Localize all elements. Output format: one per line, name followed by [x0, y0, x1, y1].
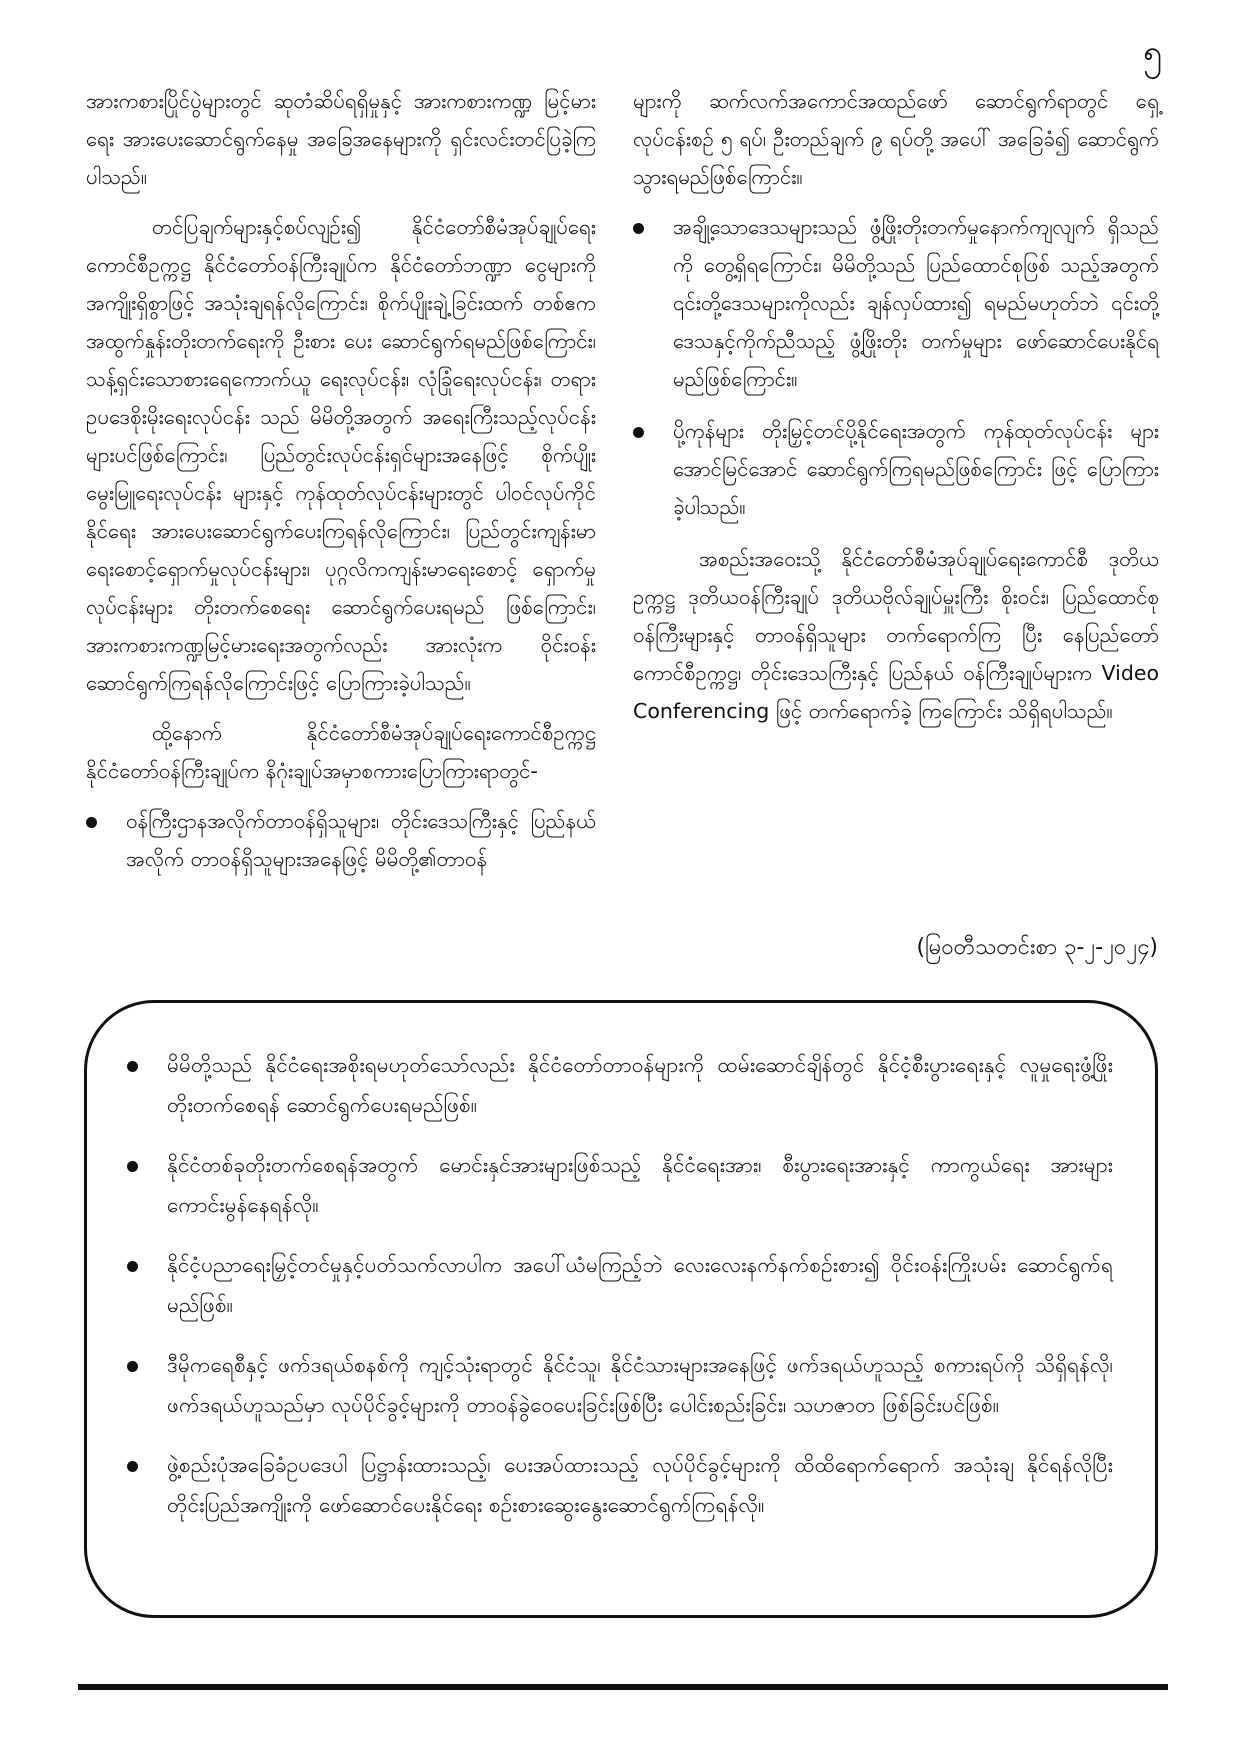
bullet-icon	[127, 1061, 138, 1072]
left-paragraph-2: တင်ပြချက်များနှင့်စပ်လျဉ်း၍ နိုင်ငံတော်စီမံအုပ်ချုပ်ရေး ကောင်စီဥက္ကဋ္ဌ နိုင်ငံတော်ဝန်ကြီးချုပ်က နိုင်ငံတော်ဘဏ္ဍာ ငွေများကို အကျိုးရှိစွာဖြင့် အသုံးချရန်လိုကြောင်း၊ စိုက်ပျိုးချဲ့ခြင်းထက် တစ်ဧကအထွက်နှုန်းတိုးတက်ရေးကို ဦးစား ပေး ဆောင်ရွက်ရမည်ဖြစ်ကြောင်း၊ သန့်ရှင်းသောစားရေကောက်ယူ ရေးလုပ်ငန်း၊ လုံခြုံရေးလုပ်ငန်း၊ တရားဥပဒေစိုးမိုးရေးလုပ်ငန်း သည် မိမိတို့အတွက် အရေးကြီးသည့်လုပ်ငန်းများပင်ဖြစ်ကြောင်း၊ ပြည်တွင်းလုပ်ငန်းရှင်များအနေဖြင့် စိုက်ပျိုးမွေးမြူရေးလုပ်ငန်း များနှင့် ကုန်ထုတ်လုပ်ငန်းများတွင် ပါဝင်လုပ်ကိုင်နိုင်ရေး အားပေးဆောင်ရွက်ပေးကြရန်လိုကြောင်း၊ ပြည်တွင်းကျန်းမာ ရေးစောင့်ရှောက်မှုလုပ်ငန်းများ၊ ပုဂ္ဂလိကကျန်းမာရေးစောင့် ရှောက်မှုလုပ်ငန်းများ တိုးတက်စေရေး ဆောင်ရွက်ပေးရမည် ဖြစ်ကြောင်း၊ အားကစားကဏ္ဍမြင့်မားရေးအတွက်လည်း အားလုံးက ဝိုင်းဝန်းဆောင်ရွက်ကြရန်လိုကြောင်းဖြင့် ပြောကြားခဲ့ပါသည်။	[86, 215, 596, 695]
bullet-icon	[633, 223, 644, 234]
left-column	[86, 82, 596, 892]
list-item	[127, 1045, 1113, 1125]
list-item	[127, 1345, 1113, 1425]
list-item	[127, 1145, 1113, 1225]
source-citation: (မြဝတီသတင်းစာ ၃-၂-၂၀၂၄)	[916, 935, 1158, 960]
left-paragraph-3: ထို့နောက် နိုင်ငံတော်စီမံအုပ်ချုပ်ရေးကောင်စီဥက္ကဋ္ဌ နိုင်ငံတော်ဝန်ကြီးချုပ်က နိဂုံးချုပ်အမှာစကားပြောကြားရာတွင်-	[86, 721, 596, 783]
bottom-divider	[78, 1684, 1168, 1690]
left-paragraph-1: အားကစားပြိုင်ပွဲများတွင် ဆုတံဆိပ်ရရှိမှုနှင့် အားကစားကဏ္ဍ မြင့်မားရေး အားပေးဆောင်ရွက်နေမှု အခြေအနေများကို ရှင်းလင်းတင်ပြခဲ့ကြပါသည်။	[86, 89, 596, 189]
bullet-icon	[127, 1361, 138, 1372]
highlight-box	[84, 1000, 1158, 1618]
bullet-icon	[127, 1461, 138, 1472]
bullet-text: အချို့သောဒေသများသည် ဖွံ့ဖြိုးတိုးတက်မှုနောက်ကျလျက် ရှိသည်ကို တွေ့ရှိရကြောင်း၊ မိမိတို့သည် ပြည်ထောင်စုဖြစ် သည့်အတွက် ၎င်းတို့ဒေသများကိုလည်း ချန်လှပ်ထား၍ ရမည်မဟုတ်ဘဲ ၎င်းတို့ဒေသနှင့်ကိုက်ညီသည့် ဖွံ့ဖြိုးတိုး တက်မှုများ ဖော်ဆောင်ပေးနိုင်ရမည်ဖြစ်ကြောင်း။	[673, 215, 1159, 391]
left-bullet-list	[86, 802, 596, 878]
bullet-text: ဖွဲ့စည်းပုံအခြေခံဥပဒေပါ ပြဋ္ဌာန်းထားသည့်၊ ပေးအပ်ထားသည့် လုပ်ပိုင်ခွင့်များကို ထိထိရောက်ရောက် အသုံးချ နိုင်ရန်လိုပြီး တိုင်းပြည်အကျိုးကို ဖော်ဆောင်ပေးနိုင်ရေး စဉ်းစားဆွေးနွေးဆောင်ရွက်ကြရန်လို။	[167, 1453, 1113, 1517]
bullet-text: နိုင်ငံ့ပညာရေးမြှင့်တင်မှုနှင့်ပတ်သက်လာပါက အပေါ်ယံမကြည့်ဘဲ လေးလေးနက်နက်စဉ်းစား၍ ဝိုင်းဝန်းကြိုးပမ်း ဆောင်ရွက်ရမည်ဖြစ်။	[167, 1253, 1113, 1317]
bullet-text: ဒီမိုကရေစီနှင့် ဖက်ဒရယ်စနစ်ကို ကျင့်သုံးရာတွင် နိုင်ငံသူ၊ နိုင်ငံသားများအနေဖြင့် ဖက်ဒရယ်ဟူသည့် စကားရပ်ကို သိရှိရန်လို၊ ဖက်ဒရယ်ဟူသည်မှာ လုပ်ပိုင်ခွင့်များကို တာဝန်ခွဲဝေပေးခြင်းဖြစ်ပြီး ပေါင်းစည်းခြင်း၊ သဟဇာတ ဖြစ်ခြင်းပင်ဖြစ်။	[167, 1353, 1113, 1417]
list-item	[127, 1245, 1113, 1325]
right-paragraph-1: များကို ဆက်လက်အကောင်အထည်ဖော် ဆောင်ရွက်ရာတွင် ရှေ့လုပ်ငန်းစဉ် ၅ ရပ်၊ ဦးတည်ချက် ၉ ရပ်တို့ အပေါ် အခြေခံ၍ ဆောင်ရွက်သွားရမည်ဖြစ်ကြောင်း။	[633, 89, 1159, 189]
bullet-icon	[633, 427, 644, 438]
right-paragraph-2: အစည်းအဝေးသို့ နိုင်ငံတော်စီမံအုပ်ချုပ်ရေးကောင်စီ ဒုတိယဥက္ကဋ္ဌ ဒုတိယဝန်ကြီးချုပ် ဒုတိယဗိုလ်ချုပ်မှူးကြီး စိုးဝင်း၊ ပြည်ထောင်စုဝန်ကြီးများနှင့် တာဝန်ရှိသူများ တက်ရောက်ကြ ပြီး နေပြည်တော်ကောင်စီဥက္ကဋ္ဌ၊ တိုင်းဒေသကြီးနှင့် ပြည်နယ် ဝန်ကြီးချုပ်များက Video Conferencing ဖြင့် တက်ရောက်ခဲ့ ကြကြောင်း သိရှိရပါသည်။	[633, 547, 1159, 723]
page-number: ၅	[1142, 33, 1162, 73]
list-item	[86, 802, 596, 878]
list-item	[633, 412, 1159, 526]
bullet-icon	[86, 817, 97, 828]
bullet-icon	[127, 1261, 138, 1272]
right-column	[633, 82, 1159, 742]
right-bullet-list	[633, 208, 1159, 526]
bullet-text: နိုင်ငံတစ်ခုတိုးတက်စေရန်အတွက် မောင်းနှင်အားများဖြစ်သည့် နိုင်ငံရေးအား၊ စီးပွားရေးအားနှင့် ကာကွယ်ရေး အားများ ကောင်းမွန်နေရန်လို။	[167, 1153, 1113, 1217]
bullet-text: ပို့ကုန်များ တိုးမြှင့်တင်ပို့နိုင်ရေးအတွက် ကုန်ထုတ်လုပ်ငန်း များအောင်မြင်အောင် ဆောင်ရွက်ကြရမည်ဖြစ်ကြောင်း ဖြင့် ပြောကြားခဲ့ပါသည်။	[673, 419, 1159, 519]
highlight-bullet-list	[127, 1045, 1113, 1545]
list-item	[633, 208, 1159, 398]
bullet-text: မိမိတို့သည် နိုင်ငံရေးအစိုးရမဟုတ်သော်လည်း နိုင်ငံတော်တာဝန်များကို ထမ်းဆောင်ချိန်တွင် နိုင်ငံ့စီးပွားရေးနှင့် လူမှုရေးဖွံ့ဖြိုးတိုးတက်စေရန် ဆောင်ရွက်ပေးရမည်ဖြစ်။	[167, 1053, 1113, 1117]
bullet-text: ဝန်ကြီးဌာနအလိုက်တာဝန်ရှိသူများ၊ တိုင်းဒေသကြီးနှင့် ပြည်နယ်အလိုက် တာဝန်ရှိသူများအနေဖြင့် မိမိတို့၏တာဝန်	[126, 809, 596, 871]
list-item	[127, 1445, 1113, 1525]
bullet-icon	[127, 1161, 138, 1172]
